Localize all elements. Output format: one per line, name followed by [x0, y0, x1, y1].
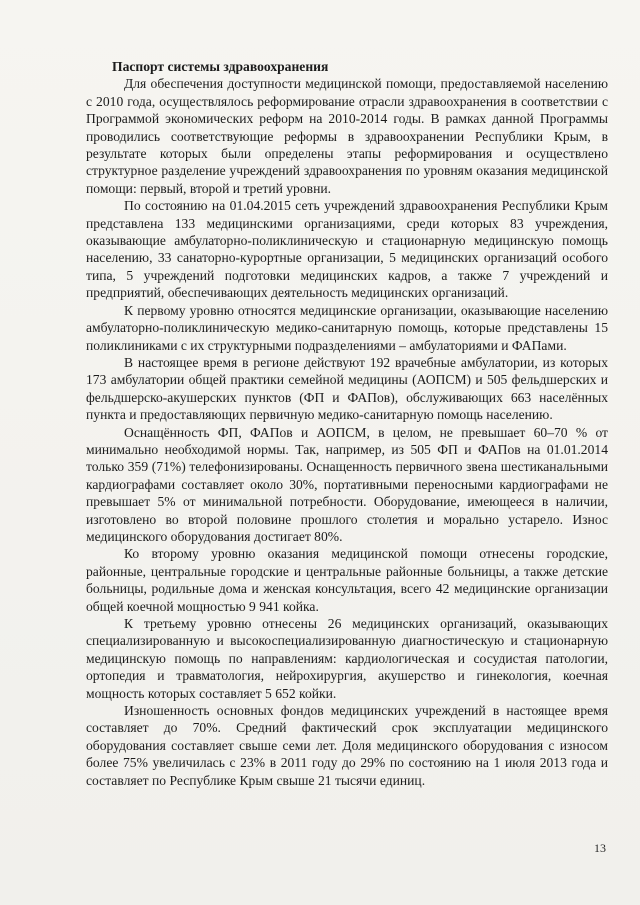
page-content: [86, 58, 608, 789]
paragraph-first-level: К первому уровню относятся медицинские организации, оказывающие населению амбулаторно-поликлиническую медико-санитарную помощь, которые представлены 15 поликлиниками с их структурными подразделениями – амбулаториями и ФАПами.: [86, 302, 608, 353]
paragraph-ambulatories: В настоящее время в регионе действуют 192 врачебные амбулатории, из которых 173 амбулатории общей практики семейной медицины (АОПСМ) и 505 фельдшерских и фельдшерско-акушерских пунктов (ФП и ФАПов), обслуживающих 663 населённых пункта и предоставляющих первичную медико-санитарную помощь населению.: [86, 354, 608, 423]
paragraph-second-level: Ко второму уровню оказания медицинской помощи отнесены городские, районные, центральные городские и центральные районные больницы, а также детские больницы, родильные дома и женская консультация, всего 42 медицинские организации общей коечной мощностью 9 941 койка.: [86, 546, 608, 614]
paragraph-network-status: По состоянию на 01.04.2015 сеть учреждений здравоохранения Республики Крым представлена 133 медицинскими организациями, среди которых 83 учреждения, оказывающие амбулаторно-поликлиническую и стационарную медицинскую помощь населению, 33 санаторно-курортные организации, 5 медицинских организаций особого типа, 5 учреждений подготовки медицинских кадров, а также 7 учреждений и предприятий, обеспечивающих деятельность медицинских организаций.: [86, 198, 608, 301]
section-title: Паспорт системы здравоохранения: [112, 59, 329, 74]
paragraph-intro: Для обеспечения доступности медицинской помощи, предоставляемой населению с 2010 года, осуществлялось реформирование отрасли здравоохранения в соответствии с Программой экономических реформ на 2010-2014 годы. В рамках данной Программы проводились соответствующие реформы в здравоохранении Республики Крым, в результате которых были определены этапы реформирования и осуществлено структурное разделение учреждений здравоохранения по уровням оказания медицинской помощи: первый, второй и третий уровни.: [86, 76, 608, 196]
paragraph-third-level: К третьему уровню отнесены 26 медицинских организаций, оказывающих специализированную и высокоспециализированную диагностическую и стационарную медицинскую помощь по направлениям: кардиологическая и сосудистая патологии, ортопедия и травматология, нейрохирургия, акушерство и гинекология, коечная мощность которых составляет 5 652 койки.: [86, 616, 608, 701]
page-number: 13: [594, 841, 606, 855]
paragraph-depreciation: Изношенность основных фондов медицинских учреждений в настоящее время составляет до 70%. Средний фактический срок эксплуатации медицинского оборудования составляет свыше семи лет. Доля медицинского оборудования с износом более 75% увеличилась с 23% в 2011 году до 29% по состоянию на 1 июля 2013 года и составляет по Республике Крым свыше 21 тысячи единиц.: [86, 703, 608, 788]
paragraph-equipment: Оснащённость ФП, ФАПов и АОПСМ, в целом, не превышает 60–70 % от минимально необходимой нормы. Так, например, из 505 ФП и ФАПов на 01.01.2014 только 359 (71%) телефонизированы. Оснащенность первичного звена шестиканальными кардиографами составляет около 30%, портативными переносными кардиографами не превышает 5% от минимальной потребности. Оборудование, имеющееся в наличии, изготовлено во второй половине прошлого столетия и морально устарело. Износ медицинского оборудования достигает 80%.: [86, 424, 608, 544]
